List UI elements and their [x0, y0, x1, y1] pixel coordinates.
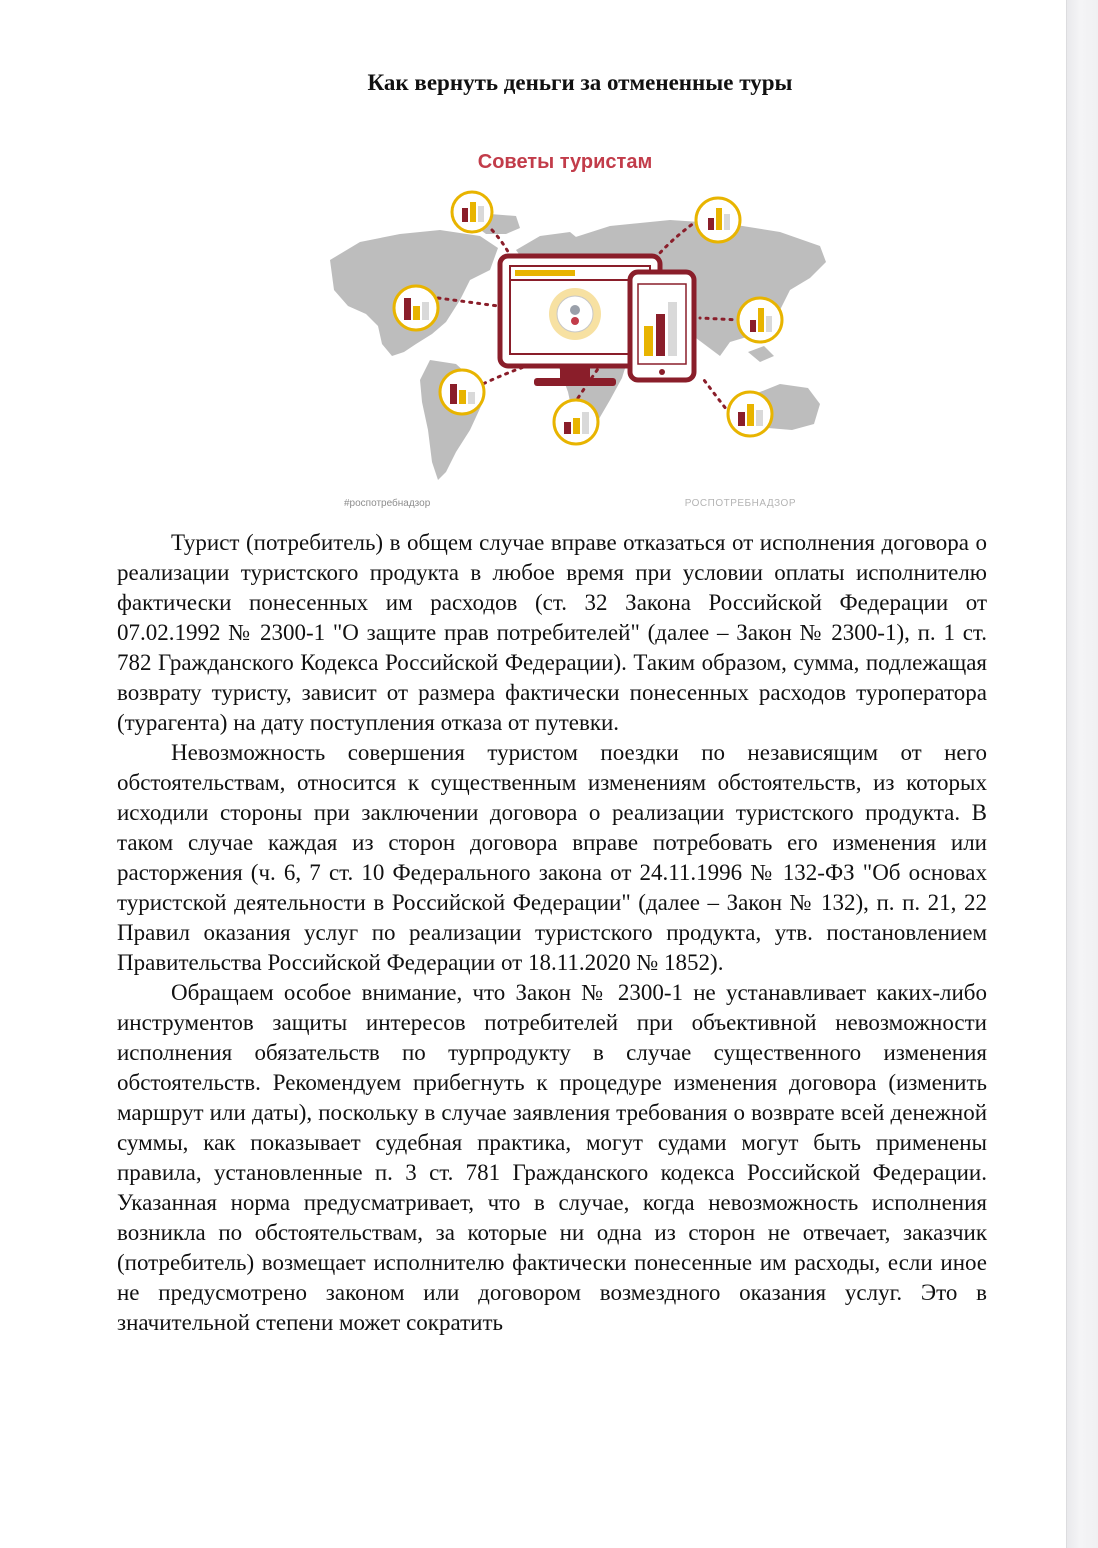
- chart-bubble-icon: [440, 370, 484, 414]
- phone-icon: [630, 272, 694, 380]
- paragraph: Невозможность совершения туристом поездки по независящим от него обстоятельствам, относится к существенным изменениям обстоятельств, из которых исходили стороны при заключении договора о реализации туристского продукта. В таком случае каждая из сторон договора вправе потребовать его изменения или расторжения (ч. 6, 7 ст. 10 Федерального закона от 24.11.1996 № 132-ФЗ "Об основах туристской деятельности в Российской Федерации" (далее – Закон № 132), п. п. 21, 22 Правил оказания услуг по реализации туристского продукта, утв. постановлением Правительства Российской Федерации от 18.11.2020 № 1852).: [117, 740, 987, 975]
- article-body: [117, 528, 987, 1338]
- chart-bubble-icon: [696, 198, 740, 242]
- paragraph: Обращаем особое внимание, что Закон № 2300-1 не устанавливает каких-либо инструментов защиты интересов потребителей при объективной невозможности исполнения обязательств по турпродукту в случае существенного изменения обстоятельств. Рекомендуем прибегнуть к процедуре изменения договора (изменить маршрут или даты), поскольку в случае заявления требования о возврате всей денежной суммы, как показывает судебная практика, могут судами могут быть применены правила, установленные п. 3 ст. 781 Гражданского кодекса Российской Федерации. Указанная норма предусматривает, что в случае, когда невозможность исполнения возникла по обстоятельствам, за которые ни одна из сторон не отвечает, заказчик (потребитель) возмещает исполнителю фактически понесенные им расходы, если иное не предусмотрено законом или договором возмездного оказания услуг. Это в значительной степени может сократить: [117, 980, 987, 1335]
- illustration-hashtag: #роспотребнадзор: [344, 498, 431, 509]
- chart-bubble-icon: [728, 392, 772, 436]
- chart-bubble-icon: [738, 298, 782, 342]
- illustration-brand: РОСПОТРЕБНАДЗОР: [684, 498, 796, 509]
- world-map-devices-icon: [320, 130, 840, 515]
- chart-bubble-icon: [394, 286, 438, 330]
- tourist-tips-illustration: [320, 130, 840, 515]
- illustration-heading: Советы туристам: [477, 151, 653, 173]
- page-title: Как вернуть деньги за отмененные туры: [367, 70, 793, 95]
- paragraph: Турист (потребитель) в общем случае вправе отказаться от исполнения договора о реализации туристского продукта в любое время при условии оплаты исполнителю фактически понесенных им расходов (ст. 32 Закона Российской Федерации от 07.02.1992 № 2300-1 "О защите прав потребителей" (далее – Закон № 2300-1), п. 1 ст. 782 Гражданского Кодекса Российской Федерации). Таким образом, сумма, подлежащая возврату туристу, зависит от размера фактически понесенных расходов туроператора (турагента) на дату поступления отказа от путевки.: [117, 530, 987, 735]
- chart-bubble-icon: [554, 400, 598, 444]
- chart-bubble-icon: [452, 192, 492, 232]
- viewer-scroll-gutter[interactable]: [1066, 0, 1098, 1548]
